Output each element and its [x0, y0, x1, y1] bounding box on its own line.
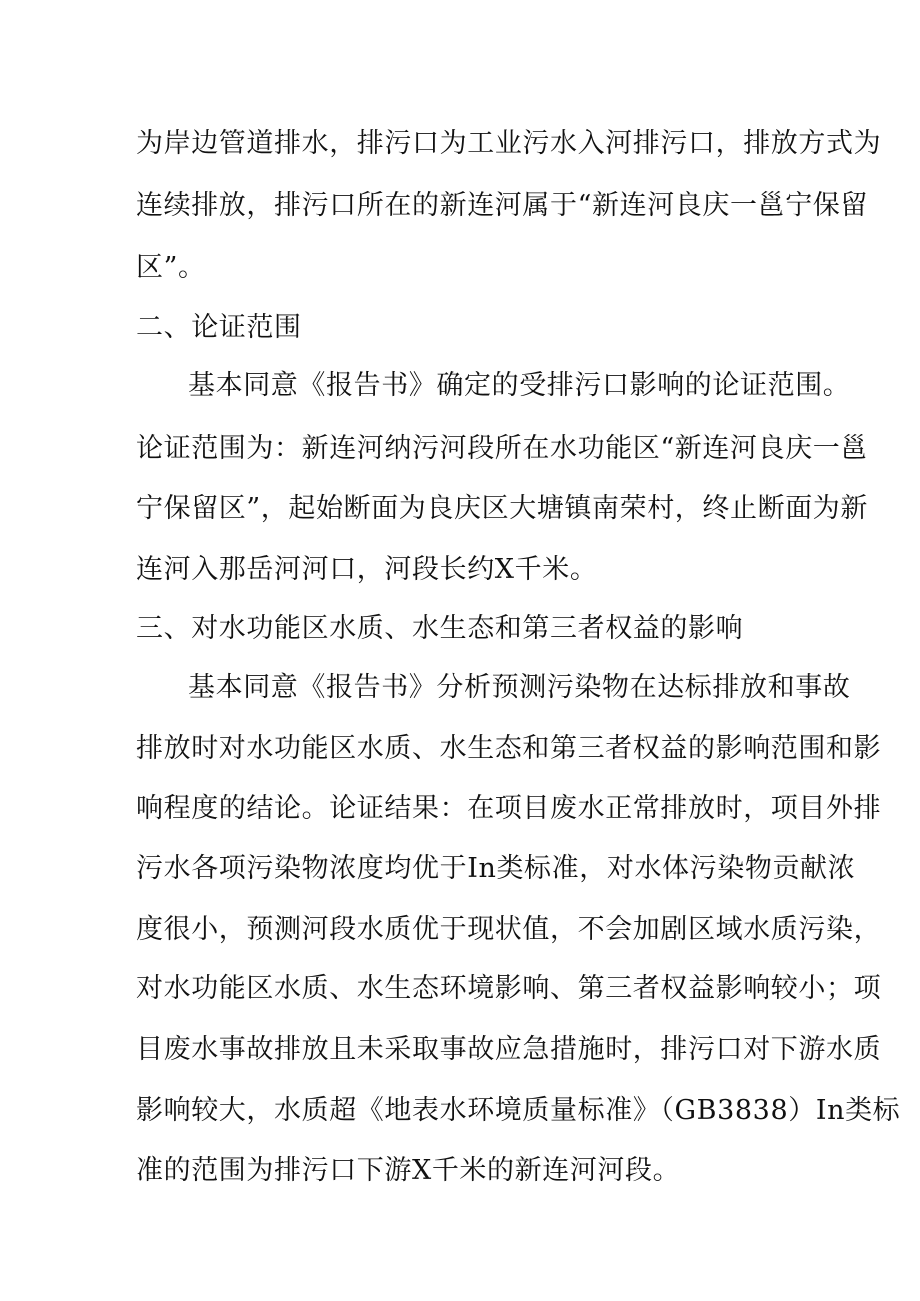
paragraph-line: 连续排放，排污口所在的新连河属于“新连河良庆一邕宁保留 — [136, 190, 869, 221]
paragraph-line: 目废水事故排放且未采取事故应急措施时，排污口对下游水质 — [136, 1034, 882, 1065]
paragraph-line: 区”。 — [136, 252, 206, 283]
paragraph-line: 度很小，预测河段水质优于现状值，不会加剧区域水质污染， — [136, 914, 882, 945]
paragraph-line: 准的范围为排污口下游X千米的新连河河段。 — [136, 1155, 681, 1186]
paragraph-line: 排放时对水功能区水质、水生态和第三者权益的影响范围和影 — [136, 733, 882, 764]
paragraph-line: 污水各项污染物浓度均优于In类标准，对水体污染物贡献浓 — [136, 853, 856, 884]
paragraph-line: 基本同意《报告书》确定的受排污口影响的论证范围。 — [188, 370, 851, 401]
paragraph-line: 论证范围为：新连河纳污河段所在水功能区“新连河良庆一邕 — [136, 433, 869, 464]
paragraph-line: 宁保留区”，起始断面为良庆区大塘镇南荣村，终止断面为新 — [136, 493, 869, 524]
paragraph-line: 基本同意《报告书》分析预测污染物在达标排放和事故 — [188, 672, 851, 703]
paragraph-line: 连河入那岳河河口，河段长约X千米。 — [136, 554, 598, 585]
section-heading: 三、对水功能区水质、水生态和第三者权益的影响 — [136, 613, 744, 644]
section-heading: 二、论证范围 — [136, 312, 302, 343]
paragraph-line: 影响较大，水质超《地表水环境质量标准》（GB3838）In类标 — [136, 1095, 901, 1126]
paragraph-line: 响程度的结论。论证结果：在项目废水正常排放时，项目外排 — [136, 793, 882, 824]
paragraph-line: 为岸边管道排水，排污口为工业污水入河排污口，排放方式为 — [136, 128, 882, 159]
paragraph-line: 对水功能区水质、水生态环境影响、第三者权益影响较小；项 — [136, 973, 882, 1004]
